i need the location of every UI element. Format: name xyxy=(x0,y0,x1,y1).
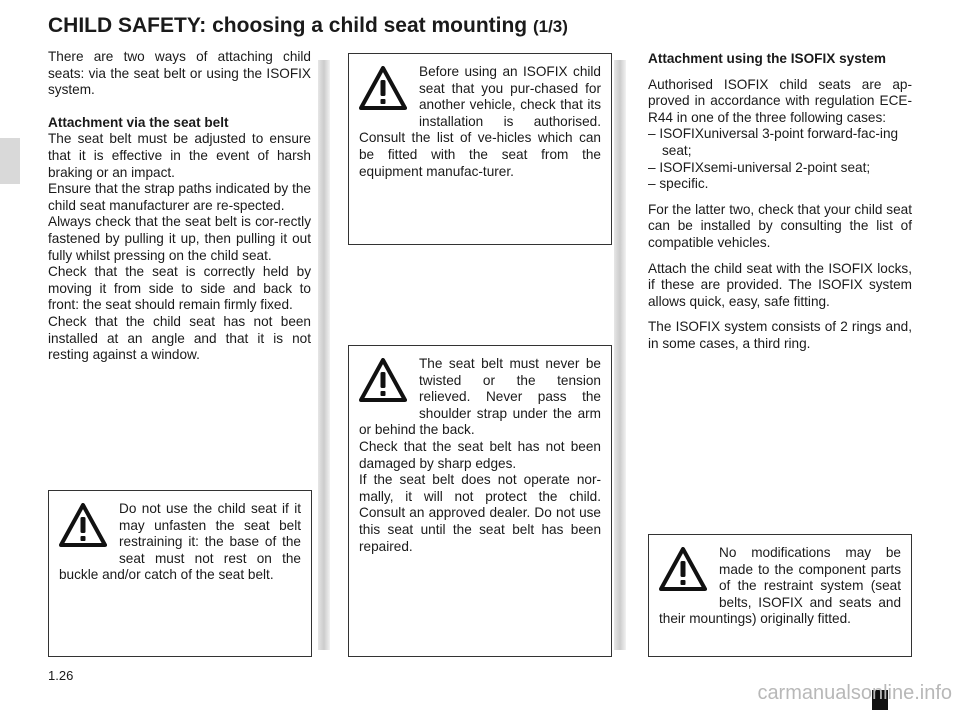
warning-text: If the seat belt does not operate nor-mally, it will not protect the child. Consult an approved dealer. Do not use this seat until the seat belt has been repaired. xyxy=(359,472,601,554)
warning-triangle-icon xyxy=(359,358,407,402)
seat-belt-paragraph: The seat belt must be adjusted to ensure that it is effective in the event of harsh braking or an impact. xyxy=(48,131,311,180)
warning-text: The seat belt must never be twisted or the tension relieved. Never pass the shoulder strap under the arm or behind the back. xyxy=(359,356,601,438)
chapter-tab xyxy=(0,138,20,184)
isofix-paragraph: Attach the child seat with the ISOFIX locks, if these are provided. The ISOFIX system allows quick, easy, safe fitting. xyxy=(648,260,912,309)
title-text: CHILD SAFETY: choosing a child seat mounting xyxy=(48,14,533,37)
warning-text: Before using an ISOFIX child seat that you pur-chased for another vehicle, check that its installation is authorised. Consult the list of ve-hicles which can be fitted with the seat from the equipment manufac-turer. xyxy=(359,64,601,179)
isofix-paragraph: For the latter two, check that your child seat can be installed by consulting the list of compatible vehicles. xyxy=(648,201,912,250)
seat-belt-paragraph: Check that the seat is correctly held by moving it from side to side and back to front: the seat should remain firmly fixed. xyxy=(48,264,311,313)
warning-text: Check that the seat belt has not been damaged by sharp edges. xyxy=(359,438,601,471)
warning-box-belt-twist xyxy=(348,345,612,657)
isofix-paragraph: The ISOFIX system consists of 2 rings and, in some cases, a third ring. xyxy=(648,319,912,351)
isofix-column xyxy=(648,51,912,353)
warning-triangle-icon xyxy=(59,503,107,547)
warning-triangle-icon xyxy=(659,547,707,591)
intro-paragraph: There are two ways of attaching child seats: via the seat belt or using the ISOFIX system. xyxy=(48,49,311,98)
seat-belt-column xyxy=(48,49,311,364)
title-page-indicator: (1/3) xyxy=(532,17,568,36)
isofix-paragraph: Authorised ISOFIX child seats are ap-proved in accordance with regulation ECE-R44 in one of the three following cases: xyxy=(648,76,912,125)
isofix-heading: Attachment using the ISOFIX system xyxy=(648,51,886,66)
warning-text: Do not use the child seat if it may unfasten the seat belt restraining it: the base of the seat must not rest on the buckle and/or catch of the seat belt. xyxy=(59,501,301,583)
column-divider xyxy=(614,60,626,650)
warning-box-no-modifications xyxy=(648,534,912,657)
page-title xyxy=(48,14,568,38)
page-number: 1.26 xyxy=(48,668,74,683)
watermark: carmanualsonline.info xyxy=(757,682,952,704)
column-divider xyxy=(318,60,330,650)
seat-belt-paragraph: Check that the child seat has not been installed at an angle and that it is not resting against a window. xyxy=(48,313,311,363)
warning-triangle-icon xyxy=(359,66,407,110)
warning-box-isofix-vehicle xyxy=(348,53,612,245)
list-item: – ISOFIXuniversal 3-point forward-fac-ing seat; xyxy=(648,126,899,158)
list-item: – ISOFIXsemi-universal 2-point seat; xyxy=(648,159,871,175)
seat-belt-heading: Attachment via the seat belt xyxy=(48,114,229,130)
list-item: – specific. xyxy=(648,176,709,192)
seat-belt-paragraph: Ensure that the strap paths indicated by the child seat manufacturer are re-spected. xyxy=(48,181,311,213)
seat-belt-paragraph: Always check that the seat belt is cor-rectly fastened by pulling it up, then pulling it out fully whilst pressing on the child seat. xyxy=(48,214,311,263)
warning-text: No modifications may be made to the component parts of the restraint system (seat belts, ISOFIX and seats and their mountings) originally fitted. xyxy=(659,545,901,627)
warning-box-buckle xyxy=(48,490,312,657)
